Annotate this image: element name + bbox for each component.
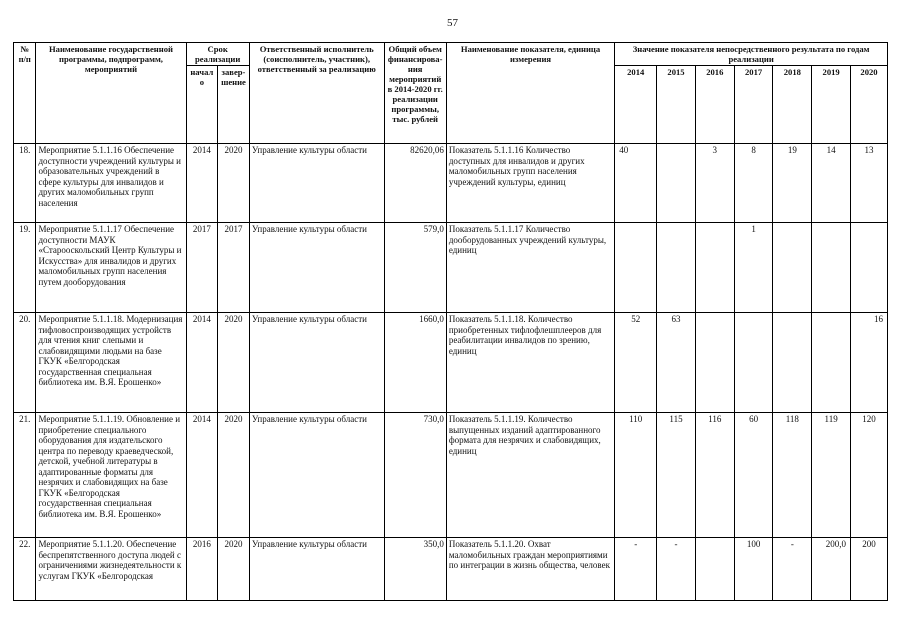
table-row (14, 538, 888, 601)
row-value-2018 (773, 223, 812, 313)
program-table (13, 42, 888, 601)
row-value-2017: 60 (734, 413, 773, 538)
row-start: 2014 (186, 313, 218, 413)
row-start: 2014 (186, 413, 218, 538)
row-num: 21. (14, 413, 36, 538)
header-values-group: Значение показателя непосредственного результата по годам реализации (615, 43, 888, 66)
row-num: 22. (14, 538, 36, 601)
row-value-2018: 118 (773, 413, 812, 538)
row-num: 20. (14, 313, 36, 413)
row-value-2020: 200 (851, 538, 888, 601)
row-start: 2014 (186, 144, 218, 223)
row-responsible: Управление культуры области (249, 313, 384, 413)
row-indicator: Показатель 5.1.1.17 Количество дооборудованных учреждений культуры, единиц (446, 223, 614, 313)
row-end: 2020 (218, 538, 250, 601)
row-end: 2020 (218, 413, 250, 538)
row-num: 18. (14, 144, 36, 223)
page-number: 57 (447, 17, 458, 29)
row-amount: 730,0 (384, 413, 446, 538)
row-amount: 350,0 (384, 538, 446, 601)
row-value-2015: 63 (657, 313, 696, 413)
row-responsible: Управление культуры области (249, 223, 384, 313)
row-value-2020: 16 (851, 313, 888, 413)
row-value-2016: 116 (695, 413, 734, 538)
table-row (14, 413, 888, 538)
header-term: Срок реализации (186, 43, 249, 66)
row-value-2014: 52 (615, 313, 657, 413)
row-start: 2016 (186, 538, 218, 601)
row-name: Мероприятие 5.1.1.16 Обеспечение доступности учреждений культуры и образовательных учреждений в сфере культуры для инвалидов и других маломобильных групп населения (36, 144, 186, 223)
row-num: 19. (14, 223, 36, 313)
header-indicator: Наименование показателя, единица измерения (446, 43, 614, 144)
row-value-2014: 110 (615, 413, 657, 538)
header-year-2016: 2016 (695, 66, 734, 144)
header-year-2017: 2017 (734, 66, 773, 144)
row-value-2016 (695, 313, 734, 413)
row-responsible: Управление культуры области (249, 144, 384, 223)
row-value-2019: 119 (812, 413, 851, 538)
header-term-start: начало (186, 66, 218, 144)
row-value-2014 (615, 223, 657, 313)
header-year-2015: 2015 (657, 66, 696, 144)
header-responsible: Ответственный исполнитель (соисполнитель, участник), ответственный за реализацию (249, 43, 384, 144)
table-row (14, 223, 888, 313)
row-value-2019 (812, 313, 851, 413)
row-value-2017: 100 (734, 538, 773, 601)
row-value-2018: 19 (773, 144, 812, 223)
row-value-2019 (812, 223, 851, 313)
header-name: Наименование государственной программы, подпрограмм, мероприятий (36, 43, 186, 144)
row-start: 2017 (186, 223, 218, 313)
header-year-2020: 2020 (851, 66, 888, 144)
row-amount: 579,0 (384, 223, 446, 313)
row-value-2015: 115 (657, 413, 696, 538)
row-indicator: Показатель 5.1.1.19. Количество выпущенных изданий адаптированного формата для незрячих и слабовидящих, единиц (446, 413, 614, 538)
header-year-2018: 2018 (773, 66, 812, 144)
row-value-2014: 40 (615, 144, 657, 223)
row-value-2016 (695, 223, 734, 313)
row-value-2017: 1 (734, 223, 773, 313)
row-value-2020 (851, 223, 888, 313)
row-end: 2020 (218, 144, 250, 223)
table-row (14, 313, 888, 413)
row-responsible: Управление культуры области (249, 538, 384, 601)
row-value-2018 (773, 313, 812, 413)
header-year-2019: 2019 (812, 66, 851, 144)
table-row (14, 144, 888, 223)
row-end: 2020 (218, 313, 250, 413)
row-value-2019: 200,0 (812, 538, 851, 601)
row-value-2020: 13 (851, 144, 888, 223)
row-name: Мероприятие 5.1.1.17 Обеспечение доступности МАУК «Старооскольский Центр Культуры и Искусства» для инвалидов и других маломобильных групп населения путем дооборудования (36, 223, 186, 313)
row-value-2020: 120 (851, 413, 888, 538)
row-value-2017 (734, 313, 773, 413)
row-name: Мероприятие 5.1.1.18. Модернизация тифловоспроизводящих устройств для чтения книг слепыми и слабовидящими людьми на базе ГКУК «Белгородская государственная специальная библиотека им. В.Я. Ерошенко» (36, 313, 186, 413)
header-funding: Общий объем финансирова-ния мероприятий в 2014-2020 гг. реализации программы, тыс. рублей (384, 43, 446, 144)
row-value-2015: - (657, 538, 696, 601)
row-value-2016: 3 (695, 144, 734, 223)
row-indicator: Показатель 5.1.1.16 Количество доступных для инвалидов и других маломобильных групп населения учреждений культуры, единиц (446, 144, 614, 223)
row-value-2015 (657, 223, 696, 313)
row-amount: 82620,06 (384, 144, 446, 223)
row-name: Мероприятие 5.1.1.19. Обновление и приобретение специального оборудования для издательского центра по переводу краеведческой, детской, учебной литературы в адаптированные форматы для незрячих и слабовидящих на базе ГКУК «Белгородская государственная специальная библиотека им. В.Я. Ерошенко» (36, 413, 186, 538)
row-indicator: Показатель 5.1.1.18. Количество приобретенных тифлофлешплееров для реабилитации инвалидов по зрению, единиц (446, 313, 614, 413)
row-end: 2017 (218, 223, 250, 313)
row-value-2017: 8 (734, 144, 773, 223)
row-name: Мероприятие 5.1.1.20. Обеспечение беспрепятственного доступа людей с ограничениями жизнедеятельности к услугам ГКУК «Белгородская (36, 538, 186, 601)
row-value-2015 (657, 144, 696, 223)
row-value-2016 (695, 538, 734, 601)
row-responsible: Управление культуры области (249, 413, 384, 538)
header-term-end: завер-шение (218, 66, 250, 144)
header-num: № п/п (14, 43, 36, 144)
header-year-2014: 2014 (615, 66, 657, 144)
row-value-2019: 14 (812, 144, 851, 223)
row-value-2018: - (773, 538, 812, 601)
row-indicator: Показатель 5.1.1.20. Охват маломобильных граждан мероприятиями по интеграции в жизнь общества, человек (446, 538, 614, 601)
row-value-2014: - (615, 538, 657, 601)
row-amount: 1660,0 (384, 313, 446, 413)
